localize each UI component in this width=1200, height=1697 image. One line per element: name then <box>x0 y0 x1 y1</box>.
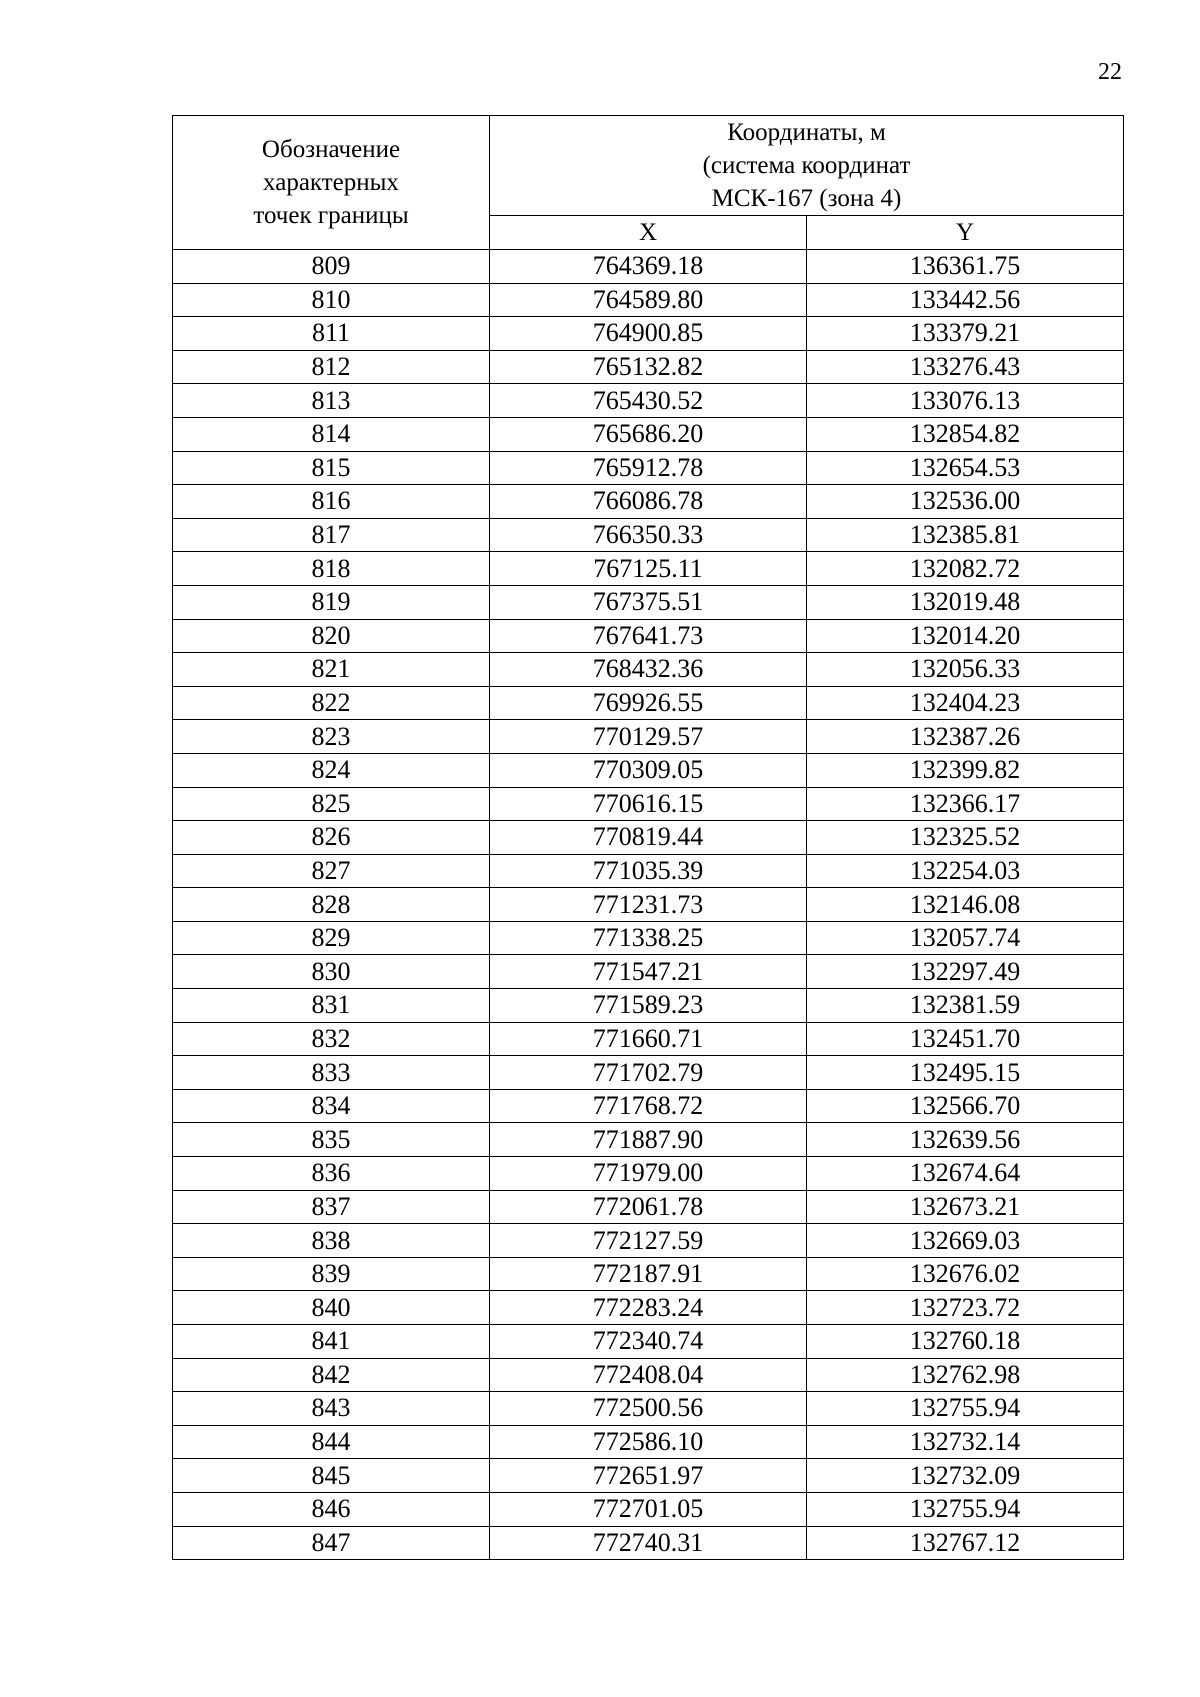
point-cell: 818 <box>173 552 490 586</box>
x-coordinate-cell: 772127.59 <box>490 1224 807 1258</box>
point-header-line-3: точек границы <box>253 202 409 229</box>
y-coordinate-cell: 132654.53 <box>807 451 1124 485</box>
y-coordinate-cell: 132639.56 <box>807 1123 1124 1157</box>
x-coordinate-cell: 771589.23 <box>490 989 807 1023</box>
point-cell: 819 <box>173 585 490 619</box>
point-cell: 827 <box>173 854 490 888</box>
point-cell: 832 <box>173 1022 490 1056</box>
x-coordinate-cell: 772740.31 <box>490 1526 807 1560</box>
point-cell: 845 <box>173 1459 490 1493</box>
table-row <box>173 921 1124 955</box>
y-coordinate-cell: 133276.43 <box>807 350 1124 384</box>
y-coordinate-cell: 133442.56 <box>807 283 1124 317</box>
point-cell: 836 <box>173 1157 490 1191</box>
x-coordinate-cell: 764369.18 <box>490 250 807 284</box>
y-coordinate-cell: 132325.52 <box>807 821 1124 855</box>
table-row <box>173 317 1124 351</box>
x-coordinate-cell: 764900.85 <box>490 317 807 351</box>
y-column-header: Y <box>807 216 1124 250</box>
y-coordinate-cell: 132854.82 <box>807 417 1124 451</box>
y-coordinate-cell: 136361.75 <box>807 250 1124 284</box>
table-row <box>173 1392 1124 1426</box>
table-row <box>173 1358 1124 1392</box>
table-row <box>173 1022 1124 1056</box>
point-cell: 847 <box>173 1526 490 1560</box>
point-cell: 833 <box>173 1056 490 1090</box>
point-cell: 817 <box>173 518 490 552</box>
y-coordinate-cell: 132381.59 <box>807 989 1124 1023</box>
x-coordinate-cell: 770129.57 <box>490 720 807 754</box>
point-cell: 814 <box>173 417 490 451</box>
table-row <box>173 1492 1124 1526</box>
y-coordinate-cell: 132019.48 <box>807 585 1124 619</box>
y-coordinate-cell: 132056.33 <box>807 653 1124 687</box>
point-cell: 828 <box>173 888 490 922</box>
x-coordinate-cell: 772408.04 <box>490 1358 807 1392</box>
table-row <box>173 585 1124 619</box>
x-coordinate-cell: 770819.44 <box>490 821 807 855</box>
table-row <box>173 854 1124 888</box>
table-row <box>173 250 1124 284</box>
table-row <box>173 787 1124 821</box>
point-designation-header <box>173 116 490 250</box>
table-row <box>173 1526 1124 1560</box>
table-row <box>173 1257 1124 1291</box>
coords-header-line-3: МСК-167 (зона 4) <box>711 185 902 212</box>
page-number: 22 <box>1098 59 1122 85</box>
x-coordinate-cell: 772340.74 <box>490 1325 807 1359</box>
x-coordinate-cell: 771768.72 <box>490 1089 807 1123</box>
y-coordinate-cell: 132366.17 <box>807 787 1124 821</box>
x-column-header: X <box>490 216 807 250</box>
x-coordinate-cell: 765912.78 <box>490 451 807 485</box>
table-row <box>173 1291 1124 1325</box>
point-header-line-2: характерных <box>263 169 399 196</box>
y-coordinate-cell: 132014.20 <box>807 619 1124 653</box>
table-header <box>173 116 1124 250</box>
y-coordinate-cell: 132673.21 <box>807 1190 1124 1224</box>
point-cell: 821 <box>173 653 490 687</box>
x-coordinate-cell: 767375.51 <box>490 585 807 619</box>
x-coordinate-cell: 771338.25 <box>490 921 807 955</box>
y-coordinate-cell: 132674.64 <box>807 1157 1124 1191</box>
table-row <box>173 888 1124 922</box>
y-coordinate-cell: 132762.98 <box>807 1358 1124 1392</box>
y-coordinate-cell: 132495.15 <box>807 1056 1124 1090</box>
x-coordinate-cell: 768432.36 <box>490 653 807 687</box>
point-cell: 830 <box>173 955 490 989</box>
y-coordinate-cell: 132760.18 <box>807 1325 1124 1359</box>
y-coordinate-cell: 132767.12 <box>807 1526 1124 1560</box>
y-coordinate-cell: 132676.02 <box>807 1257 1124 1291</box>
y-coordinate-cell: 132451.70 <box>807 1022 1124 1056</box>
table-row <box>173 518 1124 552</box>
point-cell: 824 <box>173 753 490 787</box>
table-row <box>173 821 1124 855</box>
table-row <box>173 1157 1124 1191</box>
table-row <box>173 417 1124 451</box>
table-row <box>173 1056 1124 1090</box>
x-coordinate-cell: 766086.78 <box>490 485 807 519</box>
x-coordinate-cell: 766350.33 <box>490 518 807 552</box>
x-coordinate-cell: 767641.73 <box>490 619 807 653</box>
table-row <box>173 989 1124 1023</box>
table-row <box>173 552 1124 586</box>
point-cell: 839 <box>173 1257 490 1291</box>
point-cell: 846 <box>173 1492 490 1526</box>
table-row <box>173 1459 1124 1493</box>
y-coordinate-cell: 132732.09 <box>807 1459 1124 1493</box>
x-coordinate-cell: 772283.24 <box>490 1291 807 1325</box>
point-cell: 813 <box>173 384 490 418</box>
table-row <box>173 283 1124 317</box>
y-coordinate-cell: 132755.94 <box>807 1392 1124 1426</box>
x-coordinate-cell: 771035.39 <box>490 854 807 888</box>
table-row <box>173 350 1124 384</box>
x-coordinate-cell: 771547.21 <box>490 955 807 989</box>
x-coordinate-cell: 771979.00 <box>490 1157 807 1191</box>
point-cell: 816 <box>173 485 490 519</box>
table-row <box>173 955 1124 989</box>
coordinates-header <box>490 116 1124 216</box>
x-coordinate-cell: 771231.73 <box>490 888 807 922</box>
point-cell: 840 <box>173 1291 490 1325</box>
x-coordinate-cell: 772500.56 <box>490 1392 807 1426</box>
point-cell: 841 <box>173 1325 490 1359</box>
x-coordinate-cell: 772061.78 <box>490 1190 807 1224</box>
point-cell: 831 <box>173 989 490 1023</box>
point-cell: 843 <box>173 1392 490 1426</box>
x-coordinate-cell: 767125.11 <box>490 552 807 586</box>
point-cell: 811 <box>173 317 490 351</box>
x-coordinate-cell: 772187.91 <box>490 1257 807 1291</box>
table-row <box>173 384 1124 418</box>
y-coordinate-cell: 132297.49 <box>807 955 1124 989</box>
y-coordinate-cell: 132536.00 <box>807 485 1124 519</box>
table-row <box>173 653 1124 687</box>
point-cell: 823 <box>173 720 490 754</box>
point-cell: 829 <box>173 921 490 955</box>
table-row <box>173 1190 1124 1224</box>
y-coordinate-cell: 132669.03 <box>807 1224 1124 1258</box>
point-cell: 825 <box>173 787 490 821</box>
x-coordinate-cell: 765686.20 <box>490 417 807 451</box>
y-coordinate-cell: 132057.74 <box>807 921 1124 955</box>
point-cell: 812 <box>173 350 490 384</box>
table-row <box>173 1325 1124 1359</box>
y-coordinate-cell: 132732.14 <box>807 1425 1124 1459</box>
table-row <box>173 686 1124 720</box>
y-coordinate-cell: 132755.94 <box>807 1492 1124 1526</box>
y-coordinate-cell: 132146.08 <box>807 888 1124 922</box>
point-cell: 820 <box>173 619 490 653</box>
point-cell: 838 <box>173 1224 490 1258</box>
y-coordinate-cell: 132404.23 <box>807 686 1124 720</box>
x-coordinate-cell: 772586.10 <box>490 1425 807 1459</box>
y-coordinate-cell: 132254.03 <box>807 854 1124 888</box>
point-cell: 834 <box>173 1089 490 1123</box>
table-row <box>173 451 1124 485</box>
x-coordinate-cell: 764589.80 <box>490 283 807 317</box>
x-coordinate-cell: 765132.82 <box>490 350 807 384</box>
table-body <box>173 250 1124 1560</box>
coordinates-table <box>172 115 1124 1560</box>
point-cell: 844 <box>173 1425 490 1459</box>
table-row <box>173 720 1124 754</box>
x-coordinate-cell: 772701.05 <box>490 1492 807 1526</box>
y-coordinate-cell: 132399.82 <box>807 753 1124 787</box>
point-cell: 837 <box>173 1190 490 1224</box>
y-coordinate-cell: 132566.70 <box>807 1089 1124 1123</box>
point-cell: 835 <box>173 1123 490 1157</box>
x-coordinate-cell: 765430.52 <box>490 384 807 418</box>
x-coordinate-cell: 771660.71 <box>490 1022 807 1056</box>
x-coordinate-cell: 770309.05 <box>490 753 807 787</box>
table-row <box>173 753 1124 787</box>
table-row <box>173 619 1124 653</box>
y-coordinate-cell: 132385.81 <box>807 518 1124 552</box>
y-coordinate-cell: 132387.26 <box>807 720 1124 754</box>
x-coordinate-cell: 772651.97 <box>490 1459 807 1493</box>
table-row <box>173 1425 1124 1459</box>
x-coordinate-cell: 770616.15 <box>490 787 807 821</box>
point-cell: 809 <box>173 250 490 284</box>
point-cell: 810 <box>173 283 490 317</box>
table-row <box>173 1224 1124 1258</box>
coords-header-line-1: Координаты, м <box>727 119 886 146</box>
point-cell: 822 <box>173 686 490 720</box>
table-row <box>173 485 1124 519</box>
point-cell: 815 <box>173 451 490 485</box>
point-cell: 842 <box>173 1358 490 1392</box>
y-coordinate-cell: 133379.21 <box>807 317 1124 351</box>
x-coordinate-cell: 769926.55 <box>490 686 807 720</box>
y-coordinate-cell: 133076.13 <box>807 384 1124 418</box>
coords-header-line-2: (система координат <box>702 152 911 179</box>
x-coordinate-cell: 771702.79 <box>490 1056 807 1090</box>
y-coordinate-cell: 132082.72 <box>807 552 1124 586</box>
table-row <box>173 1089 1124 1123</box>
x-coordinate-cell: 771887.90 <box>490 1123 807 1157</box>
table-row <box>173 1123 1124 1157</box>
point-cell: 826 <box>173 821 490 855</box>
point-header-line-1: Обозначение <box>261 136 401 163</box>
y-coordinate-cell: 132723.72 <box>807 1291 1124 1325</box>
